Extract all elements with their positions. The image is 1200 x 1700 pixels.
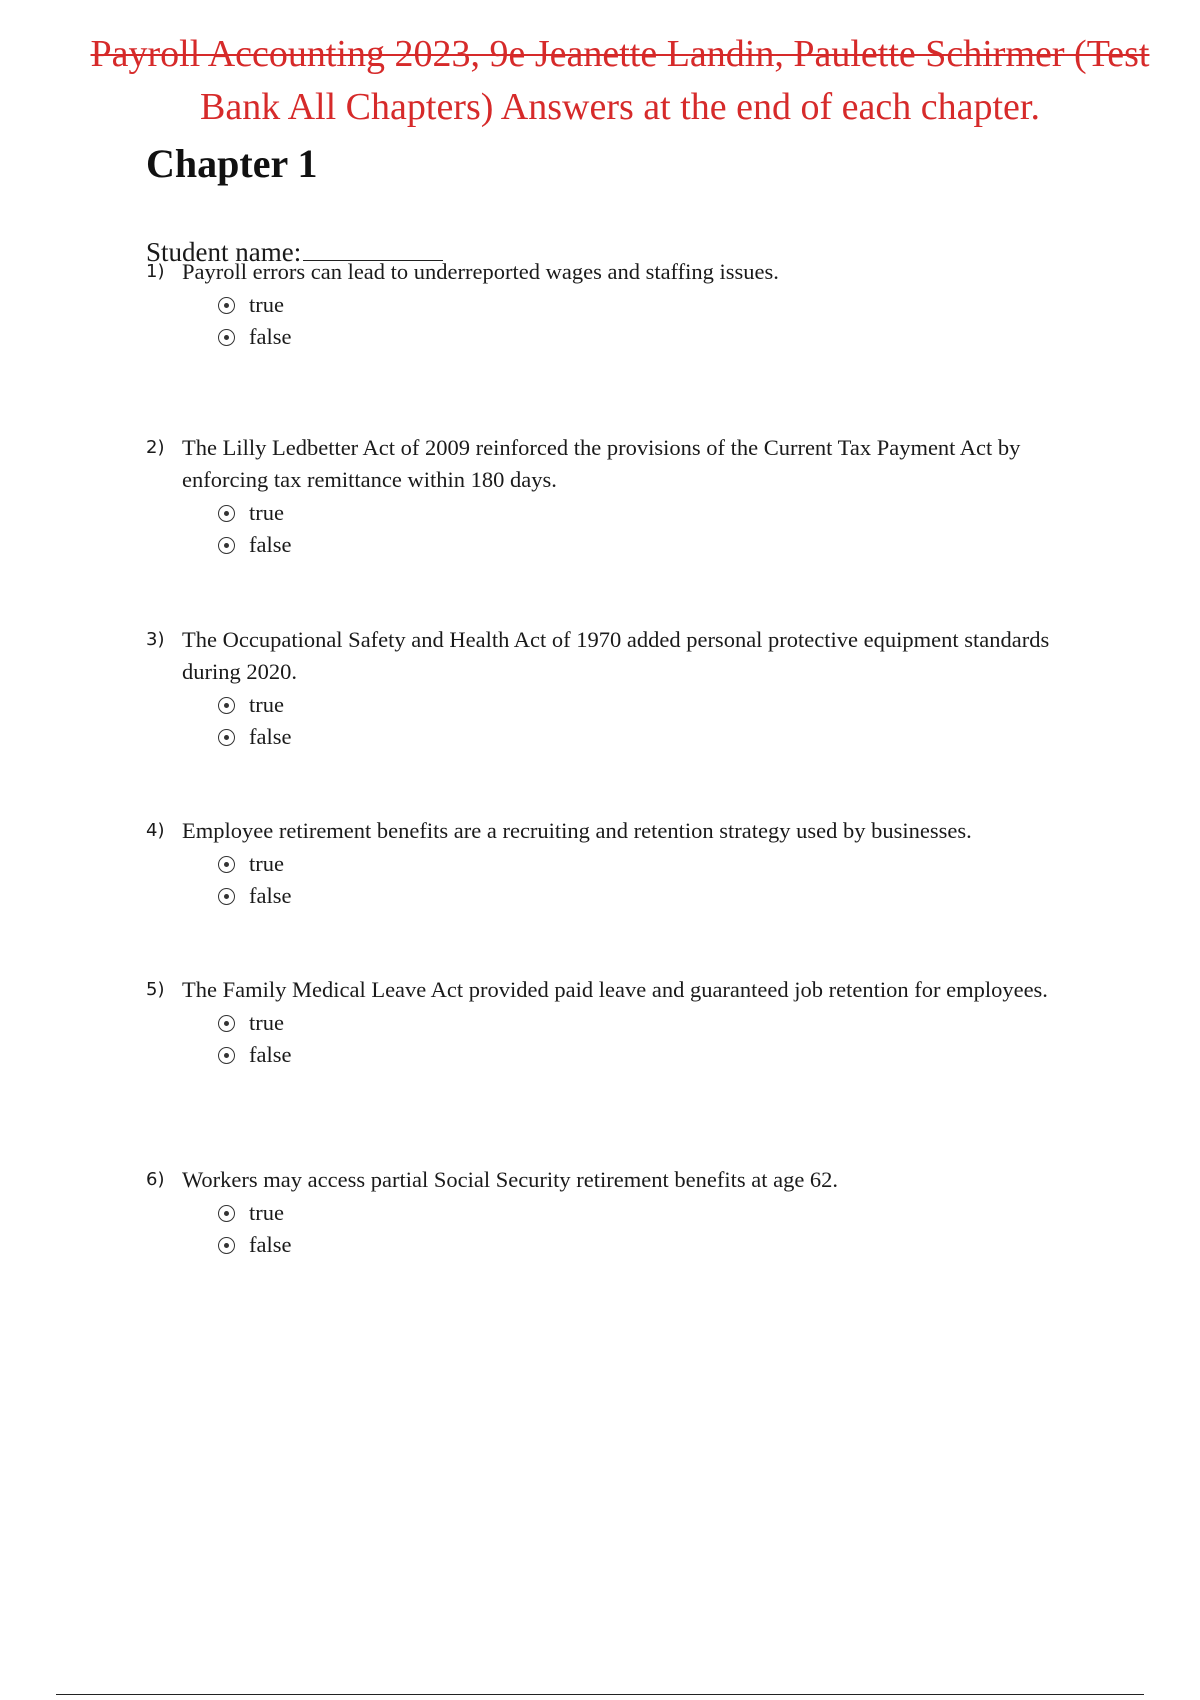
radio-icon[interactable] xyxy=(218,537,235,554)
question-5 xyxy=(146,974,1106,1071)
question-number: 5) xyxy=(146,979,165,1000)
answer-options xyxy=(146,1197,1106,1261)
answer-options xyxy=(146,289,1106,353)
answer-options xyxy=(146,689,1106,753)
option-false[interactable] xyxy=(218,880,1106,912)
document-title-line-2: Bank All Chapters) Answers at the end of each chapter. xyxy=(200,86,1040,128)
question-row xyxy=(146,815,1106,847)
option-true[interactable] xyxy=(218,689,1106,721)
option-label: true xyxy=(249,500,284,525)
question-number: 4) xyxy=(146,820,165,841)
question-text: Workers may access partial Social Security retirement benefits at age 62. xyxy=(182,1167,839,1192)
question-row xyxy=(146,1164,1106,1196)
option-label: false xyxy=(249,1232,292,1257)
chapter-heading: Chapter 1 xyxy=(146,141,318,186)
question-row xyxy=(146,256,1106,288)
question-number: 3) xyxy=(146,629,165,650)
question-number: 6) xyxy=(146,1169,165,1190)
radio-icon[interactable] xyxy=(218,1205,235,1222)
radio-icon[interactable] xyxy=(218,505,235,522)
option-label: true xyxy=(249,1200,284,1225)
question-text: The Occupational Safety and Health Act of 1970 added personal protective equipment standards during 2020. xyxy=(182,627,1050,684)
question-3 xyxy=(146,624,1106,753)
option-label: false xyxy=(249,532,292,557)
question-row xyxy=(146,624,1106,688)
option-label: true xyxy=(249,851,284,876)
option-label: false xyxy=(249,883,292,908)
option-label: true xyxy=(249,692,284,717)
answer-options xyxy=(146,497,1106,561)
option-true[interactable] xyxy=(218,289,1106,321)
answer-options xyxy=(146,848,1106,912)
radio-icon[interactable] xyxy=(218,297,235,314)
radio-icon[interactable] xyxy=(218,888,235,905)
question-number: 2) xyxy=(146,437,165,458)
question-2 xyxy=(146,432,1106,561)
document-title-line-1: Payroll Accounting 2023, 9e Jeanette Landin, Paulette Schirmer (Test xyxy=(90,33,1150,75)
option-true[interactable] xyxy=(218,1007,1106,1039)
option-label: false xyxy=(249,324,292,349)
option-true[interactable] xyxy=(218,848,1106,880)
answer-options xyxy=(146,1007,1106,1071)
question-row xyxy=(146,432,1106,496)
option-false[interactable] xyxy=(218,721,1106,753)
student-name-label: Student name: xyxy=(146,237,302,267)
option-label: true xyxy=(249,292,284,317)
question-1 xyxy=(146,256,1106,353)
document-title xyxy=(40,28,1200,133)
option-label: false xyxy=(249,724,292,749)
option-true[interactable] xyxy=(218,1197,1106,1229)
page-footer-rule xyxy=(56,1694,1144,1695)
question-text: Payroll errors can lead to underreported wages and staffing issues. xyxy=(182,259,779,284)
option-label: false xyxy=(249,1042,292,1067)
option-label: true xyxy=(249,1010,284,1035)
radio-icon[interactable] xyxy=(218,1237,235,1254)
question-text: The Family Medical Leave Act provided paid leave and guaranteed job retention for employees. xyxy=(182,977,1048,1002)
option-true[interactable] xyxy=(218,497,1106,529)
option-false[interactable] xyxy=(218,1229,1106,1261)
radio-icon[interactable] xyxy=(218,1015,235,1032)
radio-icon[interactable] xyxy=(218,729,235,746)
question-row xyxy=(146,974,1106,1006)
option-false[interactable] xyxy=(218,321,1106,353)
radio-icon[interactable] xyxy=(218,697,235,714)
question-text: The Lilly Ledbetter Act of 2009 reinforced the provisions of the Current Tax Payment Act by enforcing tax remittance within 180 days. xyxy=(182,435,1021,492)
radio-icon[interactable] xyxy=(218,1047,235,1064)
question-number: 1) xyxy=(146,261,165,282)
question-6 xyxy=(146,1164,1106,1261)
option-false[interactable] xyxy=(218,1039,1106,1071)
option-false[interactable] xyxy=(218,529,1106,561)
question-4 xyxy=(146,815,1106,912)
radio-icon[interactable] xyxy=(218,856,235,873)
question-text: Employee retirement benefits are a recruiting and retention strategy used by businesses. xyxy=(182,818,972,843)
radio-icon[interactable] xyxy=(218,329,235,346)
